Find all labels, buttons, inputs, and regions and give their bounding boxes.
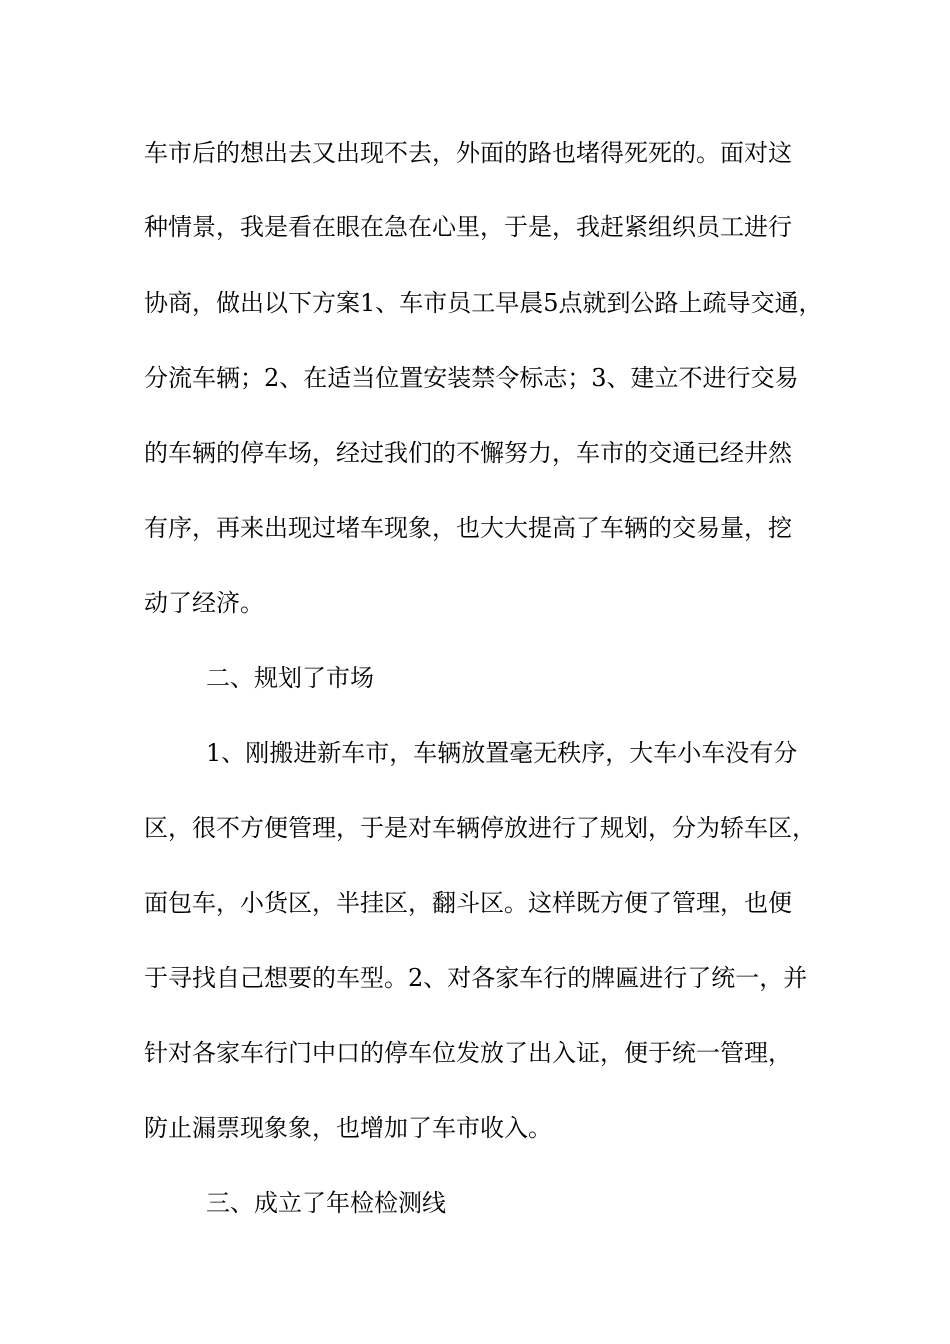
paragraph-line: 有序，再来出现过堵车现象，也大大提高了车辆的交易量，挖: [144, 514, 792, 542]
paragraph-line: 车市后的想出去又出现不去，外面的路也堵得死死的。面对这: [144, 139, 792, 167]
paragraph-line: 分流车辆；2、在适当位置安装禁令标志；3、建立不进行交易: [144, 364, 799, 392]
paragraph-line: 防止漏票现象象，也增加了车市收入。: [144, 1114, 552, 1142]
paragraph-line: 于寻找自己想要的车型。2、对各家车行的牌匾进行了统一，并: [144, 964, 808, 992]
paragraph-line: 的车辆的停车场，经过我们的不懈努力，车市的交通已经井然: [144, 439, 792, 467]
paragraph-line: 针对各家车行门中口的停车位发放了出入证，便于统一管理，: [144, 1039, 792, 1067]
paragraph-line: 1、刚搬进新车市，车辆放置毫无秩序，大车小车没有分: [206, 739, 798, 767]
paragraph-line: 种情景，我是看在眼在急在心里，于是，我赶紧组织员工进行: [144, 213, 792, 241]
paragraph-line: 动了经济。: [144, 589, 264, 617]
paragraph-line: 协商，做出以下方案1、车市员工早晨5点就到公路上疏导交通，: [144, 289, 823, 317]
section-heading: 三、成立了年检检测线: [206, 1189, 446, 1217]
section-heading: 二、规划了市场: [206, 664, 374, 692]
paragraph-line: 区，很不方便管理，于是对车辆停放进行了规划，分为轿车区，: [144, 814, 816, 842]
paragraph-line: 面包车，小货区，半挂区，翻斗区。这样既方便了管理，也便: [144, 889, 792, 917]
